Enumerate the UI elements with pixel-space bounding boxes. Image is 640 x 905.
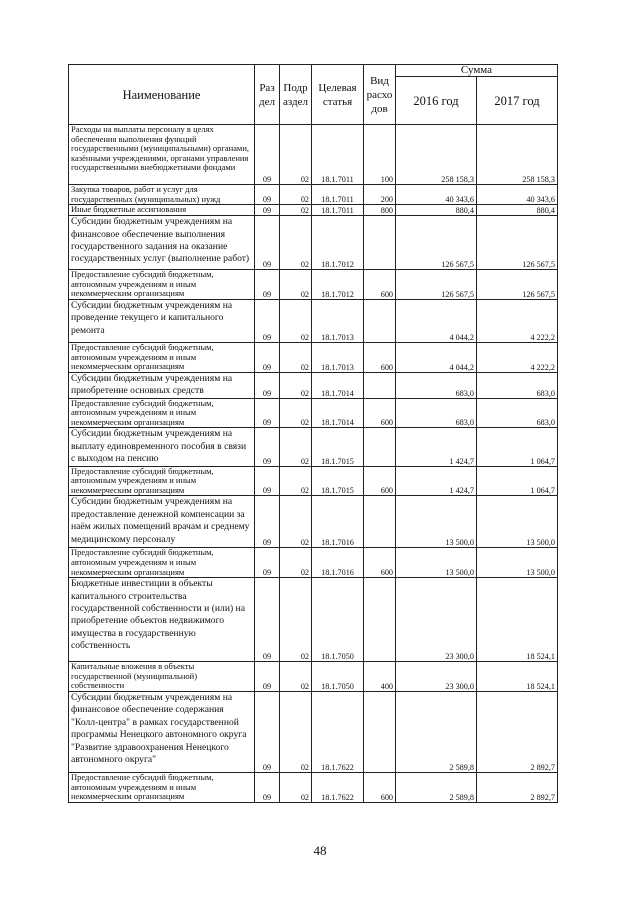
row-podrazdel: 02 [280,342,312,372]
row-razdel: 09 [255,372,280,398]
table-row [69,216,558,270]
table-row [69,578,558,662]
row-vid-raskhodov: 400 [364,662,396,692]
row-razdel: 09 [255,299,280,342]
row-tselevaya-statya: 18.1.7015 [312,428,364,466]
row-vid-raskhodov [364,496,396,548]
row-name: Субсидии бюджетным учреждениям на финансовое обеспечение содержания "Колл-центра" в рамках государственной программы Ненецкого автономного округа "Развитие здравоохранения Ненецкого автономного округа" [69,691,255,772]
table-row [69,299,558,342]
table-row [69,125,558,185]
header-podrazdel: Подр аздел [280,65,312,125]
row-vid-raskhodov [364,428,396,466]
row-podrazdel: 02 [280,216,312,270]
table-row [69,662,558,692]
row-razdel: 09 [255,205,280,216]
row-podrazdel: 02 [280,466,312,496]
row-razdel: 09 [255,496,280,548]
row-sum-2016: 1 424,7 [396,428,477,466]
row-sum-2017: 258 158,3 [477,125,558,185]
table-row [69,342,558,372]
row-sum-2017: 1 064,7 [477,428,558,466]
row-name: Предоставление субсидий бюджетным, автономным учреждениям и иным некоммерческим организациям [69,772,255,802]
row-tselevaya-statya: 18.1.7016 [312,548,364,578]
header-vid-raskhodov: Вид расхо дов [364,65,396,125]
row-vid-raskhodov [364,216,396,270]
row-sum-2017: 880,4 [477,205,558,216]
budget-table [68,64,558,803]
row-name: Предоставление субсидий бюджетным, автономным учреждениям и иным некоммерческим организациям [69,270,255,300]
row-vid-raskhodov: 100 [364,125,396,185]
row-sum-2016: 683,0 [396,372,477,398]
row-name: Субсидии бюджетным учреждениям на предоставление денежной компенсации за наём жилых помещений врачам и среднему медицинскому персоналу [69,496,255,548]
row-tselevaya-statya: 18.1.7622 [312,691,364,772]
table-row [69,691,558,772]
row-sum-2017: 40 343,6 [477,185,558,205]
row-sum-2017: 126 567,5 [477,216,558,270]
row-tselevaya-statya: 18.1.7011 [312,205,364,216]
row-sum-2017: 13 500,0 [477,496,558,548]
table-row [69,185,558,205]
row-razdel: 09 [255,428,280,466]
row-sum-2017: 683,0 [477,372,558,398]
table-row [69,270,558,300]
row-sum-2016: 4 044,2 [396,342,477,372]
row-podrazdel: 02 [280,662,312,692]
row-name: Закупка товаров, работ и услуг для государственных (муниципальных) нужд [69,185,255,205]
row-tselevaya-statya: 18.1.7013 [312,299,364,342]
row-tselevaya-statya: 18.1.7050 [312,662,364,692]
row-sum-2017: 683,0 [477,398,558,428]
row-vid-raskhodov: 600 [364,772,396,802]
table-row [69,466,558,496]
row-tselevaya-statya: 18.1.7622 [312,772,364,802]
row-podrazdel: 02 [280,299,312,342]
table-row [69,772,558,802]
row-podrazdel: 02 [280,270,312,300]
table-row [69,496,558,548]
row-podrazdel: 02 [280,548,312,578]
table-header [69,65,558,125]
row-sum-2016: 126 567,5 [396,216,477,270]
table-row [69,398,558,428]
row-tselevaya-statya: 18.1.7014 [312,398,364,428]
row-razdel: 09 [255,548,280,578]
row-sum-2016: 880,4 [396,205,477,216]
row-sum-2017: 1 064,7 [477,466,558,496]
row-razdel: 09 [255,772,280,802]
row-razdel: 09 [255,662,280,692]
row-vid-raskhodov [364,691,396,772]
row-name: Субсидии бюджетным учреждениям на финансовое обеспечение выполнения государственного задания на оказание государственных услуг (выполнение работ) [69,216,255,270]
row-name: Расходы на выплаты персоналу в целях обеспечения выполнения функций государственными (муниципальными) органами, казёнными учреждениями, органами управления государственными внебюджетными фондами [69,125,255,185]
table-row [69,372,558,398]
row-sum-2017: 13 500,0 [477,548,558,578]
row-sum-2016: 683,0 [396,398,477,428]
row-vid-raskhodov [364,578,396,662]
row-razdel: 09 [255,466,280,496]
row-name: Предоставление субсидий бюджетным, автономным учреждениям и иным некоммерческим организациям [69,342,255,372]
row-name: Субсидии бюджетным учреждениям на приобретение основных средств [69,372,255,398]
row-sum-2016: 40 343,6 [396,185,477,205]
row-tselevaya-statya: 18.1.7014 [312,372,364,398]
row-tselevaya-statya: 18.1.7011 [312,125,364,185]
row-vid-raskhodov [364,372,396,398]
header-summa: Сумма [396,65,558,77]
row-podrazdel: 02 [280,428,312,466]
row-podrazdel: 02 [280,205,312,216]
row-sum-2016: 2 589,8 [396,691,477,772]
row-name: Бюджетные инвестиции в объекты капитального строительства государственной собственности и (или) на приобретение объектов недвижимого имущества в государственную собственность [69,578,255,662]
row-vid-raskhodov [364,299,396,342]
row-razdel: 09 [255,216,280,270]
row-sum-2016: 4 044,2 [396,299,477,342]
header-tselevaya-statya: Целевая статья [312,65,364,125]
table-row [69,548,558,578]
row-vid-raskhodov: 200 [364,185,396,205]
row-podrazdel: 02 [280,398,312,428]
row-tselevaya-statya: 18.1.7011 [312,185,364,205]
row-razdel: 09 [255,578,280,662]
row-vid-raskhodov: 600 [364,548,396,578]
row-name: Иные бюджетные ассигнования [69,205,255,216]
row-podrazdel: 02 [280,578,312,662]
row-sum-2016: 258 158,3 [396,125,477,185]
row-tselevaya-statya: 18.1.7016 [312,496,364,548]
row-name: Субсидии бюджетным учреждениям на выплату единовременного пособия в связи с выходом на пенсию [69,428,255,466]
row-name: Предоставление субсидий бюджетным, автономным учреждениям и иным некоммерческим организациям [69,466,255,496]
row-vid-raskhodov: 600 [364,342,396,372]
row-sum-2017: 126 567,5 [477,270,558,300]
row-podrazdel: 02 [280,772,312,802]
row-podrazdel: 02 [280,372,312,398]
row-vid-raskhodov: 800 [364,205,396,216]
row-razdel: 09 [255,691,280,772]
header-year-2016: 2016 год [396,77,477,125]
row-sum-2016: 1 424,7 [396,466,477,496]
row-sum-2017: 4 222,2 [477,342,558,372]
row-razdel: 09 [255,125,280,185]
page-number: 48 [313,843,327,858]
row-sum-2017: 4 222,2 [477,299,558,342]
row-tselevaya-statya: 18.1.7013 [312,342,364,372]
table-body [69,125,558,803]
row-razdel: 09 [255,398,280,428]
row-tselevaya-statya: 18.1.7050 [312,578,364,662]
row-sum-2017: 18 524,1 [477,578,558,662]
row-sum-2016: 13 500,0 [396,496,477,548]
row-razdel: 09 [255,185,280,205]
row-tselevaya-statya: 18.1.7015 [312,466,364,496]
row-name: Капитальные вложения в объекты государственной (муниципальной) собственности [69,662,255,692]
row-razdel: 09 [255,342,280,372]
row-sum-2016: 126 567,5 [396,270,477,300]
row-sum-2016: 2 589,8 [396,772,477,802]
row-podrazdel: 02 [280,496,312,548]
table-row [69,205,558,216]
row-tselevaya-statya: 18.1.7012 [312,270,364,300]
row-sum-2017: 2 892,7 [477,772,558,802]
header-year-2017: 2017 год [477,77,558,125]
row-sum-2016: 23 300,0 [396,578,477,662]
table-row [69,428,558,466]
header-razdel: Раз дел [255,65,280,125]
row-sum-2016: 23 300,0 [396,662,477,692]
row-tselevaya-statya: 18.1.7012 [312,216,364,270]
row-name: Предоставление субсидий бюджетным, автономным учреждениям и иным некоммерческим организациям [69,398,255,428]
row-sum-2016: 13 500,0 [396,548,477,578]
row-podrazdel: 02 [280,185,312,205]
row-vid-raskhodov: 600 [364,270,396,300]
row-name: Субсидии бюджетным учреждениям на проведение текущего и капитального ремонта [69,299,255,342]
row-razdel: 09 [255,270,280,300]
row-vid-raskhodov: 600 [364,398,396,428]
row-name: Предоставление субсидий бюджетным, автономным учреждениям и иным некоммерческим организациям [69,548,255,578]
row-sum-2017: 18 524,1 [477,662,558,692]
header-name: Наименование [69,65,255,125]
row-podrazdel: 02 [280,125,312,185]
row-vid-raskhodov: 600 [364,466,396,496]
row-sum-2017: 2 892,7 [477,691,558,772]
row-podrazdel: 02 [280,691,312,772]
